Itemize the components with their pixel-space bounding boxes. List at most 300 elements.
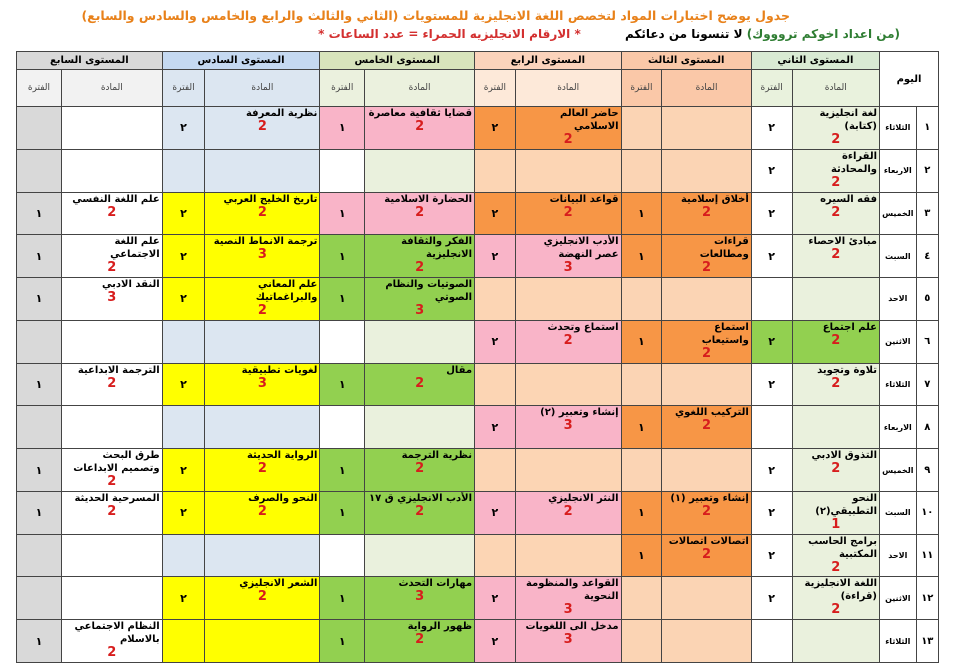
row-day: الاربعاء	[880, 406, 917, 449]
subject-name: الرواية الحديثة	[246, 450, 318, 462]
period-cell: ٢	[162, 363, 205, 406]
hours-count: 2	[415, 375, 425, 391]
period-cell	[475, 534, 516, 577]
hours-count: 3	[563, 602, 573, 618]
subject-cell	[662, 278, 752, 321]
row-day: السبت	[880, 235, 917, 278]
row-number: ٣	[916, 192, 938, 235]
row-day: الخميس	[880, 192, 917, 235]
subject-cell	[662, 491, 752, 534]
hours-count: 2	[831, 132, 841, 147]
period-cell	[475, 278, 516, 321]
subject-name: النقد الادبي	[102, 279, 160, 291]
subject-cell	[205, 449, 320, 492]
period-cell: ١	[320, 449, 365, 492]
subject-cell	[205, 620, 320, 663]
subject-name: تاريخ الخليج العربي	[223, 193, 318, 205]
period-column-header: الفترة	[621, 70, 662, 107]
period-cell: ٢	[475, 192, 516, 235]
subject-cell	[365, 149, 475, 192]
subject-cell	[515, 491, 621, 534]
subject-cell	[662, 620, 752, 663]
subject-cell	[662, 149, 752, 192]
period-cell	[320, 320, 365, 363]
row-number: ٦	[916, 320, 938, 363]
subject-cell	[792, 107, 880, 150]
subject-cell	[792, 577, 880, 620]
table-row	[17, 363, 939, 406]
level-3-header: المستوى الثالث	[621, 52, 751, 70]
subject-cell	[205, 320, 320, 363]
table-row	[17, 577, 939, 620]
period-cell: ٢	[162, 192, 205, 235]
period-cell: ١	[320, 107, 365, 150]
subject-cell	[61, 449, 162, 492]
period-cell	[621, 577, 662, 620]
hours-count: 2	[702, 546, 712, 562]
row-day: الاحد	[880, 278, 917, 321]
row-day: الاحد	[880, 534, 917, 577]
period-cell	[751, 620, 792, 663]
subject-name: طرق البحث وتصميم الابداعات	[73, 450, 160, 475]
hours-count: 3	[107, 290, 117, 306]
period-cell: ١	[621, 534, 662, 577]
period-cell	[475, 149, 516, 192]
subject-cell	[61, 107, 162, 150]
subject-cell	[792, 235, 880, 278]
subject-name: التركيب اللغوي	[675, 407, 749, 419]
subject-cell	[61, 534, 162, 577]
table-row	[17, 534, 939, 577]
hours-count: 2	[563, 503, 573, 519]
table-row	[17, 192, 939, 235]
subject-cell	[515, 278, 621, 321]
subject-name: علم اللغة النفسي	[72, 193, 160, 205]
subject-cell	[365, 235, 475, 278]
period-cell	[621, 620, 662, 663]
hours-count: 2	[415, 204, 425, 220]
table-row	[17, 491, 939, 534]
subject-cell	[365, 491, 475, 534]
subject-cell	[662, 320, 752, 363]
level-4-header: المستوى الرابع	[475, 52, 622, 70]
period-cell: ١	[621, 320, 662, 363]
period-cell	[162, 320, 205, 363]
period-cell: ١	[17, 363, 62, 406]
hours-count: 2	[257, 589, 267, 605]
hours-count: 2	[107, 645, 117, 661]
subject-name: إنشاء وتعبير (١)	[670, 492, 749, 504]
period-cell	[320, 406, 365, 449]
subject-cell	[792, 278, 880, 321]
subject-column-header: المادة	[205, 70, 320, 107]
row-number: ٧	[916, 363, 938, 406]
period-cell	[621, 363, 662, 406]
row-number: ٤	[916, 235, 938, 278]
hours-count: 3	[415, 589, 425, 605]
period-cell	[17, 320, 62, 363]
period-cell: ١	[320, 363, 365, 406]
row-day: الاربعاء	[880, 149, 917, 192]
hours-count: 3	[257, 375, 267, 391]
subject-name: التذوق الادبي	[811, 450, 877, 462]
period-cell: ١	[17, 620, 62, 663]
table-row	[17, 278, 939, 321]
period-cell	[162, 534, 205, 577]
row-day: الثلاثاء	[880, 107, 917, 150]
period-cell: ٢	[162, 449, 205, 492]
subject-name: مدخل الى اللغويات	[525, 621, 619, 633]
subject-name: برامج الحاسب المكتبية	[808, 535, 877, 560]
hours-legend: * الارقام الانجليزيه الحمراء = عدد الساعات *	[318, 27, 581, 41]
subject-cell	[61, 149, 162, 192]
table-row	[17, 449, 939, 492]
period-cell: ١	[320, 491, 365, 534]
hours-count: 2	[107, 503, 117, 519]
row-number: ١	[916, 107, 938, 150]
period-cell: ٢	[751, 192, 792, 235]
subject-cell	[205, 192, 320, 235]
subject-column-header: المادة	[365, 70, 475, 107]
period-cell: ١	[17, 491, 62, 534]
period-cell: ٢	[475, 491, 516, 534]
hours-count: 2	[702, 418, 712, 434]
hours-count: 2	[831, 332, 841, 348]
subject-cell	[61, 320, 162, 363]
subject-name: تلاوة وتجويد	[817, 364, 877, 376]
hours-count: 2	[563, 332, 573, 348]
period-cell	[621, 149, 662, 192]
subject-cell	[205, 534, 320, 577]
subject-column-header: المادة	[515, 70, 621, 107]
period-cell: ١	[621, 406, 662, 449]
level-5-header: المستوى الخامس	[320, 52, 475, 70]
period-cell: ١	[17, 449, 62, 492]
period-cell	[162, 149, 205, 192]
subject-cell	[662, 449, 752, 492]
period-cell: ٢	[751, 534, 792, 577]
hours-count: 3	[415, 303, 425, 319]
subject-cell	[61, 620, 162, 663]
hours-count: 2	[831, 461, 841, 477]
period-cell: ٢	[475, 620, 516, 663]
period-cell: ١	[621, 235, 662, 278]
author-note: (من اعداد اخوكم تروووك)	[746, 27, 900, 41]
subject-column-header: المادة	[662, 70, 752, 107]
subject-cell	[365, 534, 475, 577]
subject-cell	[205, 363, 320, 406]
subject-name: اللغة الانجليزية (قراءة)	[804, 578, 877, 603]
period-cell: ٢	[475, 320, 516, 363]
period-column-header: الفترة	[162, 70, 205, 107]
period-cell: ٢	[751, 449, 792, 492]
subject-cell	[792, 406, 880, 449]
subject-cell	[61, 577, 162, 620]
period-cell	[17, 534, 62, 577]
subject-name: استماع وتحدث	[547, 321, 619, 333]
subject-cell	[205, 149, 320, 192]
period-cell	[162, 620, 205, 663]
subject-cell	[515, 363, 621, 406]
subject-cell	[662, 235, 752, 278]
level-7-header: المستوى السابع	[17, 52, 163, 70]
subject-name: نظرية الترجمة	[401, 450, 473, 462]
subject-name: الأدب الانجليزي عصر النهضة	[543, 236, 619, 261]
period-cell	[17, 406, 62, 449]
period-cell: ١	[320, 278, 365, 321]
exam-schedule-table	[16, 51, 939, 663]
subject-cell	[792, 534, 880, 577]
subject-name: النثر الانجليزي	[548, 492, 619, 504]
subject-cell	[365, 320, 475, 363]
subject-name: إنشاء وتعبير (٢)	[540, 407, 619, 419]
hours-count: 2	[415, 119, 425, 134]
subject-name: مبادئ الاحصاء	[808, 236, 877, 248]
subject-name: علم اجتماع	[822, 321, 877, 333]
subject-cell	[792, 192, 880, 235]
period-cell: ٢	[475, 235, 516, 278]
subject-cell	[792, 620, 880, 663]
subject-cell	[61, 235, 162, 278]
period-cell: ١	[320, 192, 365, 235]
period-column-header: الفترة	[475, 70, 516, 107]
hours-count: 3	[563, 632, 573, 648]
subject-cell	[61, 192, 162, 235]
row-number: ١٠	[916, 491, 938, 534]
period-cell	[751, 406, 792, 449]
subject-name: مهارات التحدث	[398, 578, 473, 590]
period-cell	[17, 107, 62, 150]
subject-cell	[205, 406, 320, 449]
hours-count: 3	[257, 247, 267, 263]
table-row	[17, 107, 939, 150]
subject-cell	[515, 235, 621, 278]
subject-cell	[662, 192, 752, 235]
subject-cell	[61, 278, 162, 321]
subject-name: النظام الاجتماعي بالاسلام	[74, 621, 160, 646]
subject-cell	[515, 577, 621, 620]
subject-name: علم المعاني والبراغماتيك	[255, 279, 318, 304]
subject-cell	[792, 491, 880, 534]
subtitle	[150, 27, 900, 41]
subject-column-header: المادة	[792, 70, 880, 107]
period-cell	[751, 278, 792, 321]
table-row	[17, 620, 939, 663]
period-cell: ٢	[751, 320, 792, 363]
subject-name: الأدب الانجليزي ق ١٧	[369, 492, 473, 504]
subject-name: أخلاق إسلامية	[680, 193, 749, 205]
subject-cell	[365, 577, 475, 620]
hours-count: 2	[702, 345, 712, 361]
period-cell: ١	[621, 491, 662, 534]
hours-count: 2	[415, 461, 425, 477]
hours-count: 2	[415, 503, 425, 519]
level-6-header: المستوى السادس	[162, 52, 320, 70]
period-cell: ١	[621, 192, 662, 235]
subject-cell	[515, 534, 621, 577]
hours-count: 2	[831, 204, 841, 220]
subject-cell	[61, 406, 162, 449]
subject-name: فقه السيره	[820, 193, 877, 205]
subject-cell	[365, 192, 475, 235]
hours-count: 2	[257, 503, 267, 519]
period-cell: ٢	[162, 577, 205, 620]
period-cell: ٢	[162, 107, 205, 150]
hours-count: 2	[107, 375, 117, 391]
subject-name: اتصالات اتصالات	[668, 535, 749, 547]
hours-count: 3	[563, 260, 573, 276]
period-cell: ١	[17, 235, 62, 278]
subject-cell	[515, 107, 621, 150]
hours-count: 2	[257, 303, 267, 319]
subject-cell	[61, 491, 162, 534]
subject-name: علم اللغة الاجتماعي	[110, 236, 160, 261]
row-day: الخميس	[880, 449, 917, 492]
subject-cell	[365, 107, 475, 150]
period-cell: ١	[17, 192, 62, 235]
row-number: ١١	[916, 534, 938, 577]
subject-name: لغويات تطبيقية	[241, 364, 318, 376]
hours-count: 2	[563, 204, 573, 220]
subject-name: الصوتيات والنظام الصوتي	[385, 279, 473, 304]
period-cell: ٢	[162, 491, 205, 534]
row-number: ٥	[916, 278, 938, 321]
period-cell	[320, 534, 365, 577]
period-cell: ١	[320, 577, 365, 620]
period-cell: ٢	[751, 107, 792, 150]
row-day: الاثنين	[880, 320, 917, 363]
subject-name: النحو والصرف	[248, 492, 318, 504]
period-cell: ٢	[475, 577, 516, 620]
period-cell: ٢	[751, 363, 792, 406]
subject-cell	[792, 149, 880, 192]
period-cell: ١	[320, 235, 365, 278]
row-number: ٢	[916, 149, 938, 192]
subject-name: الترجمة الابداعية	[77, 364, 160, 376]
subject-cell	[365, 278, 475, 321]
subject-cell	[515, 192, 621, 235]
subject-cell	[792, 449, 880, 492]
subject-cell	[515, 320, 621, 363]
period-column-header: الفترة	[17, 70, 62, 107]
hours-count: 2	[257, 204, 267, 220]
day-header: اليوم	[880, 52, 939, 107]
subject-name: مقال	[446, 364, 473, 376]
subject-name: لغة انجليزية (كتابة)	[819, 108, 877, 132]
subject-cell	[792, 320, 880, 363]
subject-cell	[61, 363, 162, 406]
hours-count: 2	[415, 260, 425, 276]
subject-cell	[365, 406, 475, 449]
subject-cell	[205, 577, 320, 620]
period-column-header: الفترة	[320, 70, 365, 107]
subject-cell	[365, 449, 475, 492]
period-cell: ٢	[475, 406, 516, 449]
period-cell: ٢	[751, 577, 792, 620]
period-cell: ٢	[751, 491, 792, 534]
period-cell	[621, 278, 662, 321]
table-row	[17, 149, 939, 192]
hours-count: 2	[107, 474, 117, 490]
table-row	[17, 406, 939, 449]
subject-cell	[515, 149, 621, 192]
row-number: ٨	[916, 406, 938, 449]
subject-cell	[662, 107, 752, 150]
subject-cell	[515, 406, 621, 449]
period-cell: ١	[320, 620, 365, 663]
hours-count: 2	[831, 559, 841, 575]
subject-name: الحضارة الاسلامية	[384, 193, 473, 205]
period-cell	[475, 449, 516, 492]
subject-cell	[662, 406, 752, 449]
subject-cell	[662, 577, 752, 620]
subject-cell	[662, 534, 752, 577]
subject-name: قضايا ثقافية معاصرة	[368, 108, 473, 119]
period-cell: ٢	[475, 107, 516, 150]
row-day: الاثنين	[880, 577, 917, 620]
hours-count: 2	[257, 119, 267, 134]
row-day: الثلاثاء	[880, 620, 917, 663]
subject-cell	[205, 107, 320, 150]
subject-name: الفكر والثقافة الانجليزية	[401, 236, 473, 261]
period-cell	[621, 107, 662, 150]
period-cell	[17, 577, 62, 620]
hours-count: 1	[831, 516, 841, 532]
subject-name: استماع واستيعاب	[701, 321, 749, 346]
hours-count: 2	[415, 632, 425, 648]
period-cell: ٢	[751, 149, 792, 192]
subject-cell	[205, 491, 320, 534]
row-day: الثلاثاء	[880, 363, 917, 406]
hours-count: 2	[563, 132, 573, 147]
page-title: جدول يوضح اختبارات المواد لتخصص اللغة الانجليزية للمستويات (الثاني والثالث والرابع والخامس والسادس والسابع)	[81, 8, 790, 23]
hours-count: 2	[831, 375, 841, 391]
prayer-note: لا تنسونا من دعائكم	[624, 27, 743, 41]
row-day: السبت	[880, 491, 917, 534]
subject-name: القواعد والمنظومة النحوية	[525, 578, 619, 603]
table-row	[17, 320, 939, 363]
subject-name: ظهور الرواية	[407, 621, 473, 633]
subject-name: ترجمة الانماط النصية	[213, 236, 318, 248]
period-cell: ٢	[162, 235, 205, 278]
hours-count: 3	[563, 418, 573, 434]
subject-cell	[365, 620, 475, 663]
hours-count: 2	[702, 503, 712, 519]
hours-count: 2	[107, 260, 117, 276]
period-cell	[621, 449, 662, 492]
hours-count: 2	[831, 174, 841, 190]
period-column-header: الفترة	[751, 70, 792, 107]
subject-name: المسرحية الحديثة	[74, 492, 160, 504]
hours-count: 2	[257, 461, 267, 477]
subject-name: قواعد البيانات	[549, 193, 619, 205]
subject-name: نظرية المعرفة	[245, 108, 318, 119]
period-cell	[320, 149, 365, 192]
period-cell	[162, 406, 205, 449]
subject-cell	[792, 363, 880, 406]
table-row	[17, 235, 939, 278]
subject-name: الشعر الانجليزي	[239, 578, 318, 590]
hours-count: 2	[107, 204, 117, 220]
period-cell	[475, 363, 516, 406]
subject-name: قراءات ومطالعات	[699, 236, 749, 261]
row-number: ١٢	[916, 577, 938, 620]
period-cell: ١	[17, 278, 62, 321]
subject-cell	[365, 363, 475, 406]
hours-count: 2	[702, 204, 712, 220]
hours-count: 2	[831, 247, 841, 263]
subject-name: النحو التطبيقي(٢)	[815, 492, 877, 517]
